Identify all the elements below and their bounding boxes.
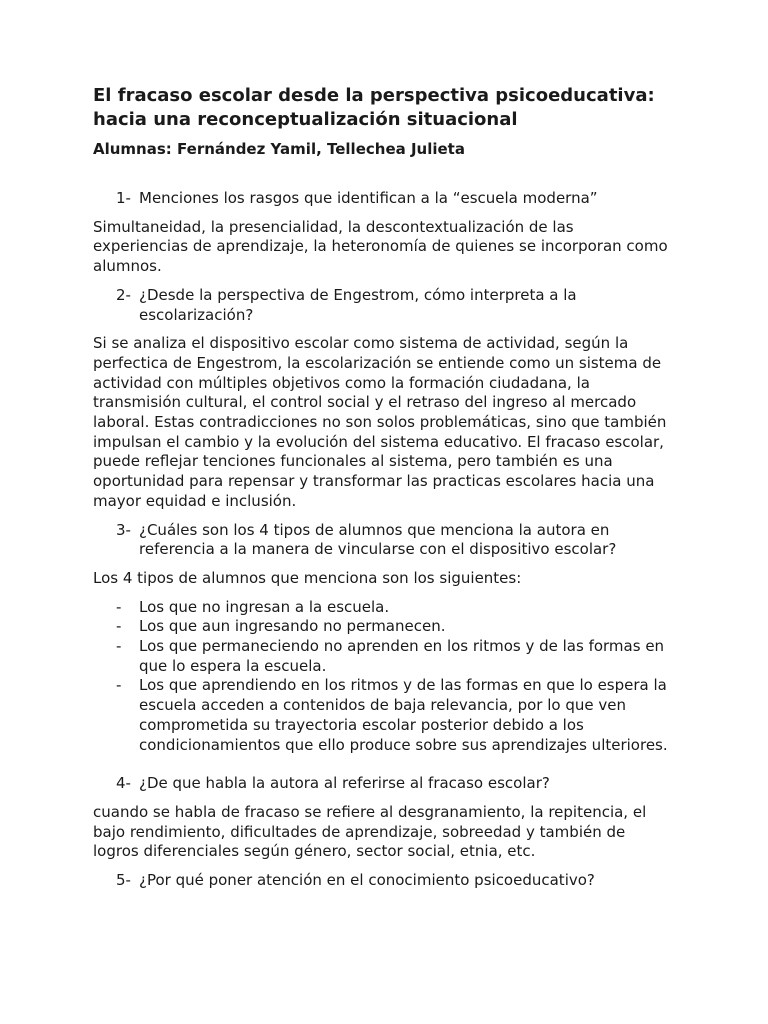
list-item-text: Los que aprendiendo en los ritmos y de las formas en que lo espera la escuela acceden a contenidos de baja relevancia, por lo que ven comprometida su trayectoria escolar posterior debido a los condicionamientos que ello produce sobre sus aprendizajes ulteriores. (139, 676, 668, 754)
answer-4: cuando se habla de fracaso se refiere al desgranamiento, la repitencia, el bajo rendimiento, dificultades de aprendizaje, sobreedad y también de logros diferenciales según género, sector social, etnia, etc. (93, 802, 647, 861)
bullet-dash: - (116, 617, 122, 636)
document-page (93, 84, 673, 891)
question-2 (93, 286, 673, 325)
question-1 (93, 189, 673, 209)
student-types-list (93, 598, 673, 756)
question-text: Menciones los rasgos que identifican a la “escuela moderna” (139, 189, 598, 207)
question-3 (93, 521, 673, 560)
answer-1: Simultaneidad, la presencialidad, la descontextualización de las experiencias de aprendizaje, la heteronomía de quienes se incorporan como alumnos. (93, 217, 668, 276)
bullet-dash: - (116, 676, 122, 695)
list-item-text: Los que aun ingresando no permanecen. (139, 617, 446, 636)
question-text: ¿De que habla la autora al referirse al fracaso escolar? (139, 774, 550, 793)
question-number: 1- (116, 189, 131, 207)
question-text: ¿Desde la perspectiva de Engestrom, cómo interpreta a la escolarización? (139, 285, 577, 324)
list-item-text: Los que permaneciendo no aprenden en los ritmos y de las formas en que lo espera la escuela. (139, 637, 665, 675)
list-item (93, 617, 673, 637)
list-item (93, 637, 673, 676)
question-number: 4- (116, 774, 131, 793)
question-text: ¿Cuáles son los 4 tipos de alumnos que menciona la autora en referencia a la manera de vincularse con el dispositivo escolar? (139, 520, 617, 559)
answer-3: Los 4 tipos de alumnos que menciona son los siguientes: (93, 568, 522, 587)
question-number: 3- (116, 520, 131, 539)
list-item-text: Los que no ingresan a la escuela. (139, 597, 390, 616)
answer-2: Si se analiza el dispositivo escolar como sistema de actividad, según la perfectica de Engestrom, la escolarización se entiende como un sistema de actividad con múltiples objetivos como la formación ciudadana, la transmisión cultural, el control social y el retraso del ingreso al mercado laboral. Estas contradicciones no son solos problemáticas, sino que también impulsan el cambio y la evolución del sistema educativo. El fracaso escolar, puede reflejar tenciones funcionales al sistema, pero también es una oportunidad para repensar y transformar las practicas escolares hacia una mayor equidad e inclusión. (93, 334, 667, 510)
question-4 (93, 774, 673, 794)
document-title: El fracaso escolar desde la perspectiva psicoeducativa: hacia una reconceptualización situacional (93, 85, 655, 130)
question-number: 5- (116, 871, 131, 890)
bullet-dash: - (116, 597, 122, 616)
question-text: ¿Por qué poner atención en el conocimiento psicoeducativo? (139, 871, 595, 890)
question-number: 2- (116, 285, 131, 304)
question-5 (93, 871, 673, 891)
list-item (93, 598, 673, 618)
document-authors: Alumnas: Fernández Yamil, Tellechea Julieta (93, 140, 465, 158)
bullet-dash: - (116, 637, 122, 656)
list-item (93, 676, 673, 755)
